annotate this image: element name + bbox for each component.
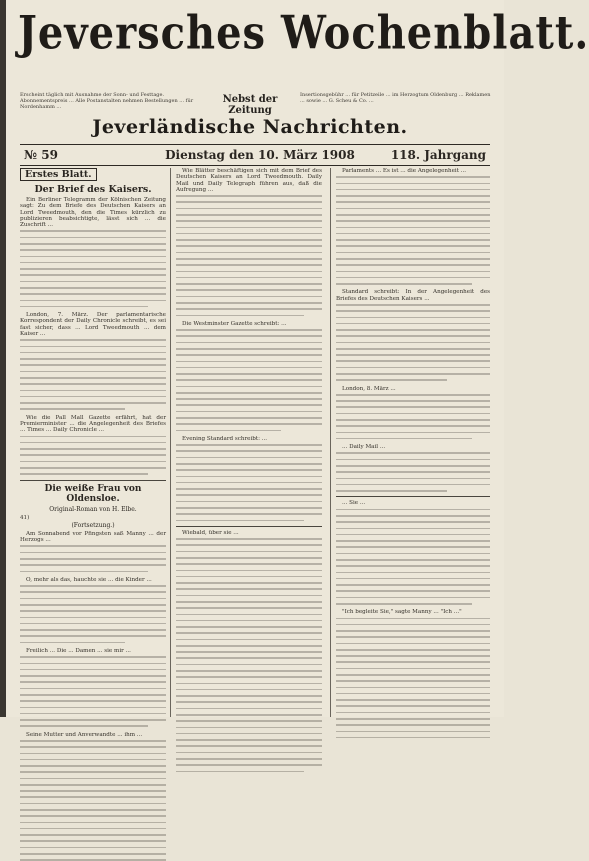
article-paragraph: Standard schreibt: In der Angelegenheit des Briefes des Deutschen Kaisers ...: [336, 289, 490, 302]
subscription-info: Erscheint täglich mit Ausnahme der Sonn- und Festtage. Abonnementspreis ... Alle Postanstalten nehmen Bestellungen ... für Nordenhamm ...: [20, 92, 194, 111]
story-paragraph: Am Sonnabend vor Pfingsten saß Manny ... der Herzogs ...: [20, 530, 166, 544]
column-middle: [176, 168, 322, 717]
masthead-title: Jeversches Wochenblatt.: [18, 6, 589, 61]
column-separator-1: [170, 168, 171, 717]
issue-number: № 59: [24, 148, 58, 162]
story-paragraph: ... Sie ...: [342, 500, 366, 507]
issue-year: 118. Jahrgang: [390, 148, 486, 162]
text-lines: [336, 304, 490, 381]
text-lines: [20, 339, 166, 410]
text-lines: [20, 545, 166, 572]
section-label-text: Erstes Blatt.: [20, 168, 97, 181]
supplement-label: Nebst der Zeitung: [222, 94, 278, 116]
section-rule: [176, 526, 322, 527]
text-lines: [176, 444, 322, 521]
story-number: 41): [20, 514, 30, 521]
story-continued: (Fortsetzung.): [71, 521, 115, 529]
dateline: [20, 147, 490, 165]
text-lines: [336, 176, 490, 284]
advertising-info: Insertionsgebühr ... für Petitzeile ... im Herzogtum Oldenburg ... Reklamen ... sowie ... G. Scheu & Co. ...: [300, 92, 491, 105]
section-rule: [336, 496, 490, 497]
masthead-subtitle: Jeverländische Nachrichten.: [92, 116, 408, 138]
section-label: [20, 168, 166, 181]
article-paragraph: Parlaments ... Es ist ... die Angelegenheit ...: [342, 168, 467, 174]
text-lines: [176, 538, 322, 772]
story-paragraph: O, mehr als das, hauchte sie ... die Kinder ...: [26, 576, 152, 583]
article-paragraph: ... Daily Mail ...: [342, 444, 386, 451]
story-paragraph: "Ich begleite Sie," sagte Manny ... "Ich ...": [342, 609, 462, 616]
article-paragraph: London, 7. März. Der parlamentarische Korrespondent der Daily Chronicle schreibt, es sei fast sicher, dass ... Lord Tweedmouth ... dem Kaiser ...: [20, 312, 166, 338]
article-paragraph: Evening Standard schreibt: ...: [182, 435, 268, 442]
text-lines: [20, 740, 166, 861]
section-rule: [20, 480, 166, 481]
text-lines: [20, 585, 166, 643]
page-edge: [0, 0, 6, 717]
column-separator-2: [330, 168, 331, 717]
story-subtitle: Original-Roman von H. Elbe.: [49, 505, 137, 513]
column-left: [20, 168, 166, 738]
text-lines: [336, 509, 490, 605]
story-paragraph: Wiebald, über sie ...: [182, 529, 239, 536]
article-heading: Der Brief des Kaisers.: [34, 184, 152, 195]
text-lines: [336, 394, 490, 440]
rule-bottom: [20, 165, 490, 166]
article-paragraph: Wie die Pall Mall Gazette erfährt, hat der Premierminister ... die Angelegenheit des Briefes ... Times ... Daily Chronicle ...: [20, 414, 166, 434]
text-lines: [20, 436, 166, 475]
text-lines: [176, 195, 322, 316]
issue-date: Dienstag den 10. März 1908: [165, 148, 355, 162]
article-paragraph: London, 8. März ...: [342, 385, 396, 392]
text-lines: [20, 656, 166, 727]
article-paragraph: Wie Blätter beschäftigen sich mit dem Brief des Deutschen Kaisers an Lord Tweedmouth. Daily Mail und Daily Telegraph führen aus, daß die Aufregung ...: [176, 168, 322, 193]
story-title: Die weiße Frau von Oldensloe.: [44, 483, 142, 504]
column-right: [336, 168, 490, 717]
article-paragraph: Ein Berliner Telegramm der Kölnischen Zeitung sagt: Zu dem Briefe des Deutschen Kaisers an Lord Tweedmouth, den die Times kürzlich zu publizieren beabsichtigte, lässt sich ... die Zuschrift ...: [20, 197, 166, 229]
text-lines: [20, 230, 166, 307]
rule-top: [20, 144, 490, 145]
story-paragraph: Seine Mutter und Anverwandte ... ihm ...: [26, 731, 143, 738]
text-lines: [336, 452, 490, 491]
article-paragraph: Die Westminster Gazette schreibt: ...: [182, 320, 287, 327]
bleed-through-margin: [7, 0, 16, 717]
text-lines: [176, 329, 322, 431]
story-paragraph: Freilich ... Die ... Damen ... sie mir ...: [26, 647, 131, 654]
text-lines: [336, 618, 490, 739]
